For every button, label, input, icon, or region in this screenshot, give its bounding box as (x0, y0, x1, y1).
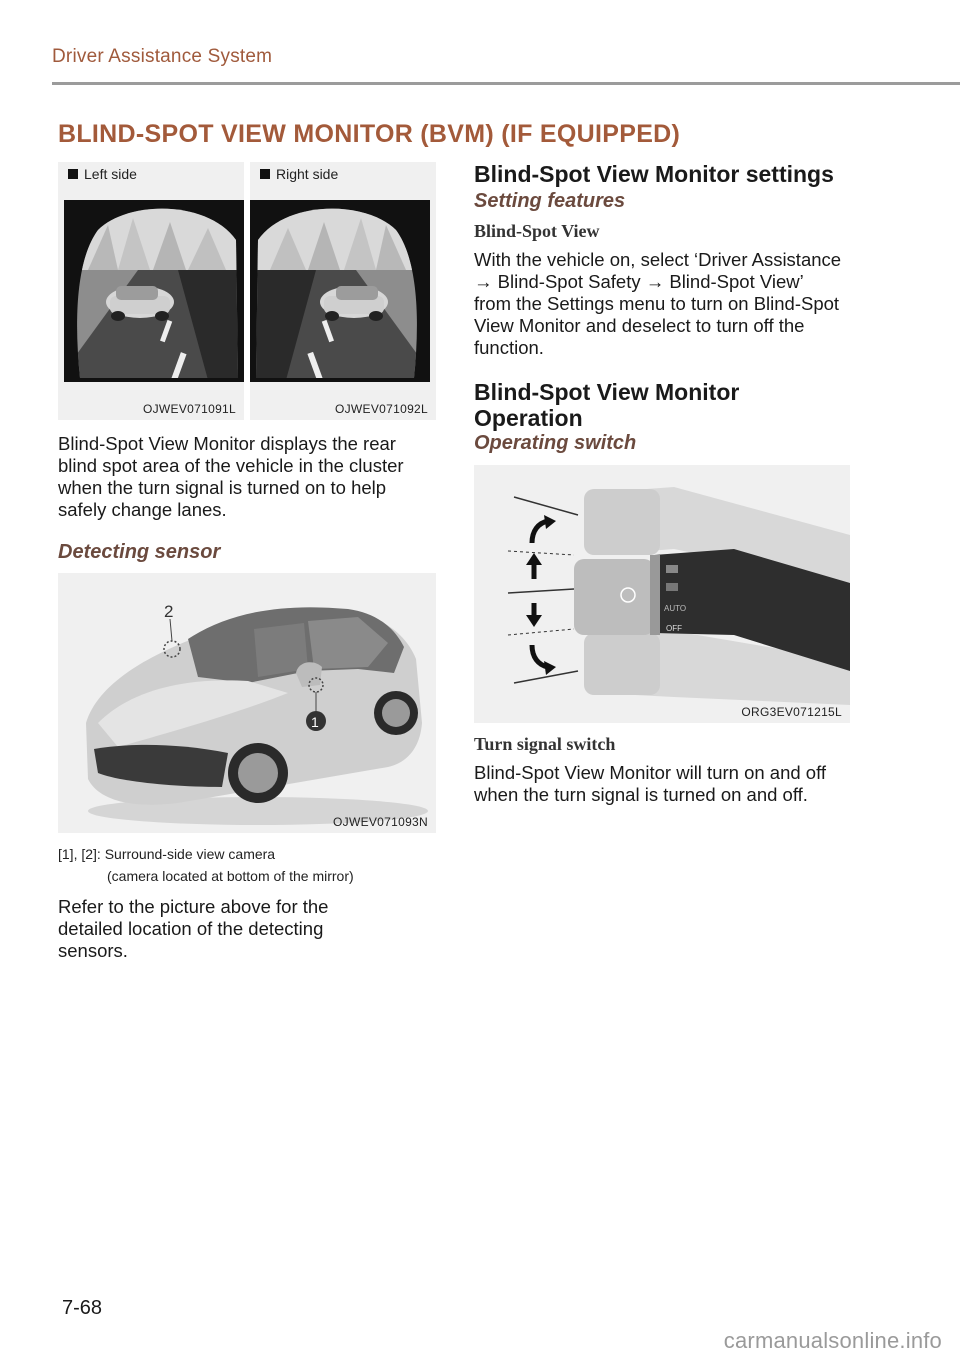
figure-code: OJWEV071091L (143, 402, 236, 416)
switch-image (474, 465, 850, 723)
figure-turn-signal-switch (474, 465, 850, 723)
mirror-view-image (58, 200, 244, 390)
caption-line-2: (camera located at bottom of the mirror) (107, 868, 354, 884)
figure-sensor-location (58, 573, 436, 833)
watermark: carmanualsonline.info (723, 1328, 942, 1353)
switch-legend-auto: AUTO (664, 604, 687, 613)
setting-features-heading: Setting features (474, 190, 626, 212)
section-title: BLIND-SPOT VIEW MONITOR (BVM) (IF EQUIPPED) (58, 120, 681, 148)
bsv-paragraph: With the vehicle on, select ‘Driver Assistance → Blind-Spot Safety → Blind-Spot View’ from the Settings menu to turn on Blind-Spot View Monitor and deselect to turn off the function. (474, 249, 842, 358)
caption-line-1: [1], [2]: Surround-side view camera (58, 846, 276, 862)
vehicle-image (58, 573, 436, 833)
blind-spot-view-heading: Blind-Spot View (474, 221, 600, 241)
square-bullet-icon (260, 169, 270, 179)
figure-label (260, 166, 338, 182)
figure-label-text: Right side (276, 166, 339, 182)
turn-signal-switch-heading: Turn signal switch (474, 734, 616, 754)
refer-paragraph: Refer to the picture above for the detailed location of the detecting sensors. (58, 896, 329, 961)
figure-code: OJWEV071092L (335, 402, 428, 416)
settings-heading: Blind-Spot View Monitor settings (474, 161, 834, 187)
figure-code: ORG3EV071215L (741, 705, 842, 719)
header-rule (52, 82, 960, 85)
figure-left-side (58, 162, 244, 420)
callout-2: 2 (164, 602, 174, 621)
operating-switch-heading: Operating switch (474, 432, 637, 454)
figure-label (68, 166, 137, 182)
mirror-view-image (250, 200, 436, 390)
operation-heading: Blind-Spot View Monitor Operation (474, 379, 740, 431)
square-bullet-icon (68, 169, 78, 179)
figure-right-side (250, 162, 436, 420)
header-title: Driver Assistance System (52, 46, 273, 67)
detecting-sensor-heading: Detecting sensor (58, 541, 221, 563)
switch-legend-off: OFF (666, 624, 682, 633)
figure-code: OJWEV071093N (333, 815, 428, 829)
turn-signal-paragraph: Blind-Spot View Monitor will turn on and off when the turn signal is turned on and off. (474, 762, 827, 805)
callout-1: 1 (311, 714, 319, 730)
page-number: 7-68 (62, 1297, 103, 1319)
figure-label-text: Left side (84, 166, 137, 182)
intro-paragraph: Blind-Spot View Monitor displays the rear blind spot area of the vehicle in the cluster when the turn signal is turned on to help safely change lanes. (58, 433, 404, 520)
